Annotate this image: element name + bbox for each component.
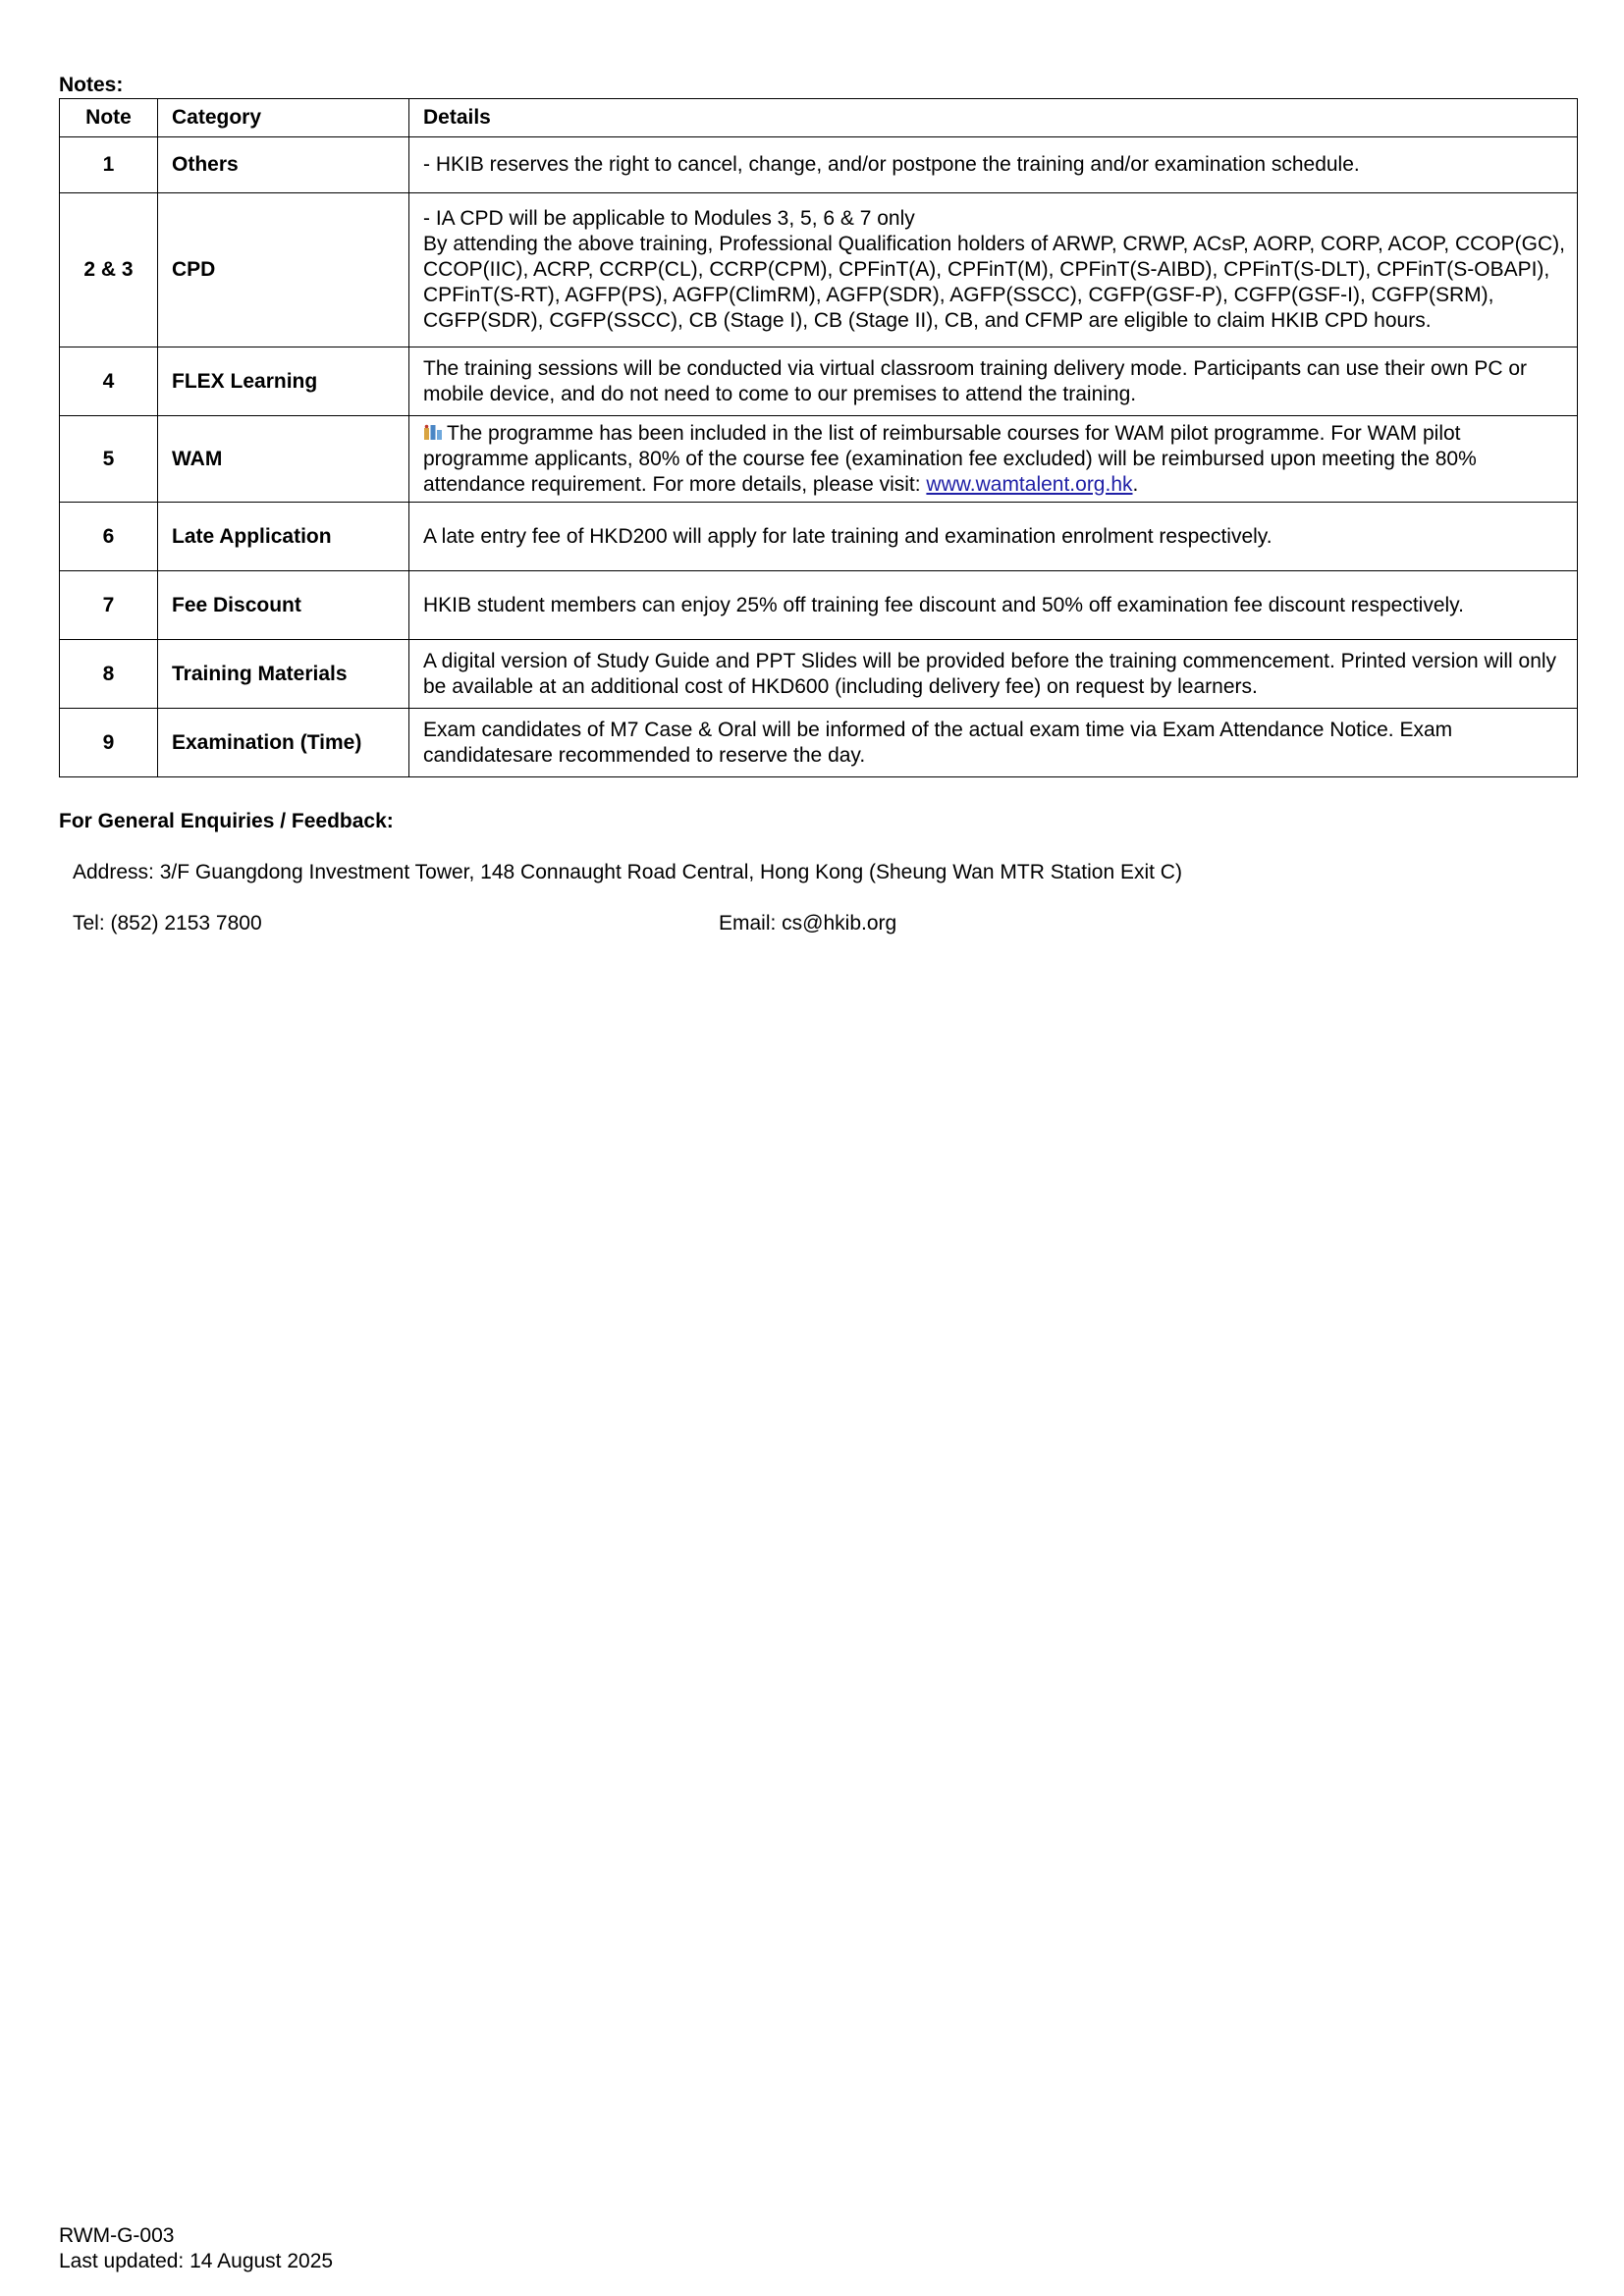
contact-email: Email: cs@hkib.org bbox=[719, 912, 897, 934]
note-category: Fee Discount bbox=[158, 571, 409, 640]
note-details bbox=[409, 137, 1578, 193]
notes-label: Notes: bbox=[59, 74, 124, 96]
note-details bbox=[409, 640, 1578, 709]
note-number: 1 bbox=[60, 137, 158, 193]
note-category: Training Materials bbox=[158, 640, 409, 709]
note-category: WAM bbox=[158, 416, 409, 503]
note-category: FLEX Learning bbox=[158, 347, 409, 416]
note-details bbox=[409, 709, 1578, 777]
note-details bbox=[409, 571, 1578, 640]
contact-tel: Tel: (852) 2153 7800 bbox=[73, 912, 262, 934]
table-row bbox=[60, 640, 1578, 709]
detail-text: HKIB student members can enjoy 25% off training fee discount and 50% off examination fee discount respectively. bbox=[423, 593, 1464, 616]
note-number: 6 bbox=[60, 503, 158, 571]
note-details bbox=[409, 416, 1578, 503]
detail-text-suffix: . bbox=[1132, 472, 1139, 496]
note-details bbox=[409, 193, 1578, 347]
note-number: 7 bbox=[60, 571, 158, 640]
detail-text: The training sessions will be conducted via virtual classroom training delivery mode. Participants can use their own PC or mobile device, and do not need to come to our premises to attend the training. bbox=[423, 356, 1528, 405]
wam-website-link[interactable]: www.wamtalent.org.hk bbox=[926, 472, 1133, 496]
header-category: Category bbox=[158, 99, 409, 137]
detail-text: A digital version of Study Guide and PPT Slides will be provided before the training commencement. Printed version will only be available at an additional cost of HKD600 (including delivery fee) on request by learners. bbox=[423, 649, 1557, 698]
table-row bbox=[60, 137, 1578, 193]
last-updated: Last updated: 14 August 2025 bbox=[59, 2250, 334, 2272]
note-number: 9 bbox=[60, 709, 158, 777]
detail-text: Exam candidates of M7 Case & Oral will be informed of the actual exam time via Exam Attendance Notice. Exam candidatesare recommended to reserve the day. bbox=[423, 718, 1453, 767]
wam-logo-icon bbox=[423, 422, 443, 439]
detail-text: By attending the above training, Professional Qualification holders of ARWP, CRWP, ACsP, AORP, CORP, ACOP, CCOP(GC), CCOP(IIC), ACRP, CCRP(CL), CCRP(CPM), CPFinT(A), CPFinT(M), CPFinT(S-AIBD), CPFinT(S-DLT), CPFinT(S-OBAPI), CPFinT(S-RT), AGFP(PS), AGFP(ClimRM), AGFP(SDR), AGFP(SSCC), CGFP(GSF-P), CGFP(GSF-I), CGFP(SRM), CGFP(SDR), CGFP(SSCC), CB (Stage I), CB (Stage II), CB, and CFMP are eligible to claim HKIB CPD hours. bbox=[423, 233, 1565, 332]
note-number: 5 bbox=[60, 416, 158, 503]
enquiries-title: For General Enquiries / Feedback: bbox=[59, 810, 394, 832]
note-category: CPD bbox=[158, 193, 409, 347]
table-row bbox=[60, 193, 1578, 347]
notes-section bbox=[59, 73, 1577, 777]
table-header-row bbox=[60, 99, 1578, 137]
detail-text: The programme has been included in the list of reimbursable courses for WAM pilot programme. For WAM pilot programme applicants, 80% of the course fee (examination fee excluded) will be reimbursed upon meeting the 80% attendance requirement. For more details, please visit: bbox=[423, 421, 1477, 496]
table-row bbox=[60, 503, 1578, 571]
note-details bbox=[409, 347, 1578, 416]
table-row bbox=[60, 347, 1578, 416]
contact-address: Address: 3/F Guangdong Investment Tower, 148 Connaught Road Central, Hong Kong (Sheung Wan MTR Station Exit C) bbox=[73, 861, 1182, 883]
table-row bbox=[60, 709, 1578, 777]
detail-text: - IA CPD will be applicable to Modules 3, 5, 6 & 7 only bbox=[423, 207, 915, 230]
header-note: Note bbox=[60, 99, 158, 137]
note-category: Late Application bbox=[158, 503, 409, 571]
detail-text: A late entry fee of HKD200 will apply for late training and examination enrolment respectively. bbox=[423, 524, 1272, 548]
header-details: Details bbox=[409, 99, 1578, 137]
note-number: 4 bbox=[60, 347, 158, 416]
note-number: 8 bbox=[60, 640, 158, 709]
detail-text: - HKIB reserves the right to cancel, change, and/or postpone the training and/or examination schedule. bbox=[423, 153, 1360, 176]
note-category: Examination (Time) bbox=[158, 709, 409, 777]
document-code: RWM-G-003 bbox=[59, 2224, 175, 2247]
table-row bbox=[60, 416, 1578, 503]
note-details bbox=[409, 503, 1578, 571]
notes-table bbox=[59, 98, 1578, 777]
note-category: Others bbox=[158, 137, 409, 193]
note-number: 2 & 3 bbox=[60, 193, 158, 347]
table-row bbox=[60, 571, 1578, 640]
